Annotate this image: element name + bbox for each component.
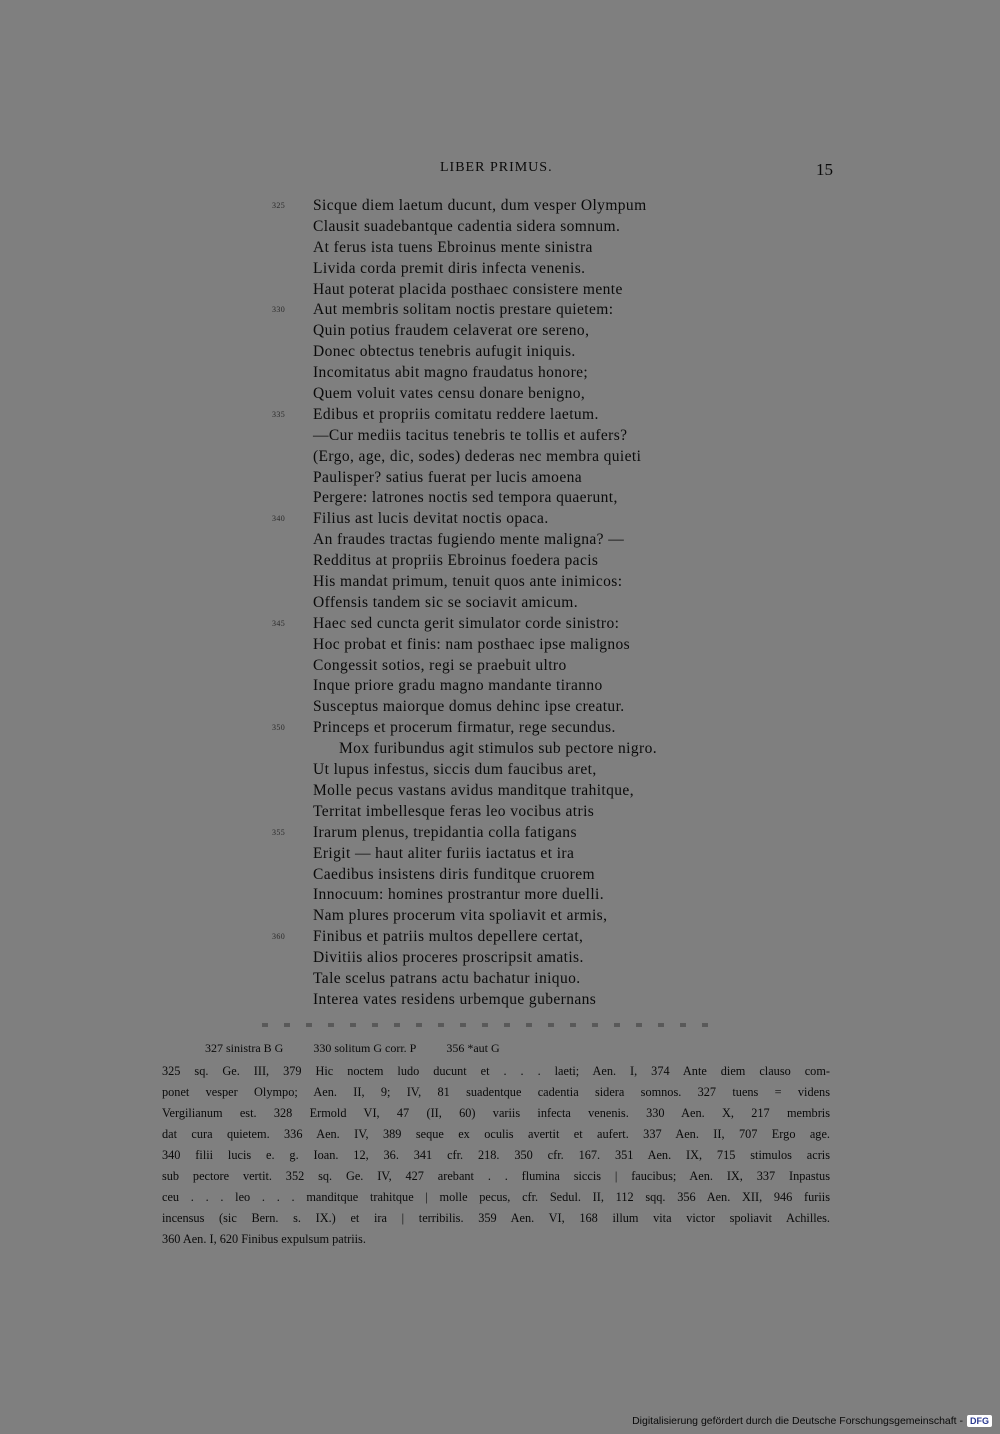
line-number: 330 (272, 305, 286, 315)
verse-text: Tale scelus patrans actu bachatur iniquo. (313, 969, 581, 987)
verse-text: Pergere: latrones noctis sed tempora quaerunt, (313, 489, 618, 507)
verse-line (0, 885, 1000, 906)
verse-text: Redditus at propriis Ebroinus foedera pacis (313, 552, 599, 570)
verse-text: Congessit sotios, regi se praebuit ultro (313, 656, 567, 674)
verse-text: Susceptus maiorque domus dehinc ipse creatur. (313, 698, 625, 716)
verse-line (0, 781, 1000, 802)
verse-text: Haec sed cuncta gerit simulator corde sinistro: (313, 614, 620, 632)
verse-line (0, 927, 1000, 948)
verse-line (0, 572, 1000, 593)
verse-text: Interea vates residens urbemque gubernans (313, 990, 597, 1008)
verse-text: An fraudes tractas fugiendo mente maligna? — (313, 531, 625, 549)
verse-line (0, 488, 1000, 509)
verse-line (0, 468, 1000, 489)
verse-line (0, 802, 1000, 823)
critical-apparatus (205, 1041, 530, 1056)
source-note-line: ponet vesper Olympo; Aen. II, 9; IV, 81 suadentque cadentia sidera somnos. 327 tuens = videns (162, 1085, 830, 1099)
source-note-line: 340 filii lucis e. g. Ioan. 12, 36. 341 cfr. 218. 350 cfr. 167. 351 Aen. IX, 715 stimulos acris (162, 1148, 830, 1162)
verse-line (0, 509, 1000, 530)
verse-line (0, 990, 1000, 1011)
apparatus-entry: 330 solitum G corr. P (313, 1041, 417, 1055)
verse-line (0, 656, 1000, 677)
apparatus-entry: 327 sinistra B G (205, 1041, 284, 1055)
source-note-line: 360 Aen. I, 620 Finibus expulsum patriis. (162, 1232, 366, 1246)
verse-text: Haut poterat placida posthaec consistere mente (313, 280, 623, 298)
verse-line (0, 969, 1000, 990)
verse-text: Livida corda premit diris infecta venenis. (313, 259, 586, 277)
verse-line (0, 948, 1000, 969)
verse-line (0, 196, 1000, 217)
running-head: LIBER PRIMUS. (440, 160, 553, 175)
verse-line (0, 530, 1000, 551)
source-note-line: 325 sq. Ge. III, 379 Hic noctem ludo ducunt et . . . laeti; Aen. I, 374 Ante diem clauso com- (162, 1064, 830, 1078)
source-note-line: incensus (sic Bern. s. IX.) et ira | terribilis. 359 Aen. VI, 168 illum vita victor spoliavit Achilles. (162, 1211, 830, 1225)
line-number: 345 (272, 618, 286, 628)
verse-text: Caedibus insistens diris funditque cruorem (313, 865, 595, 883)
verse-text: Aut membris solitam noctis prestare quietem: (313, 301, 614, 319)
verse-text: Quin potius fraudem celaverat ore sereno, (313, 322, 590, 340)
verse-line (0, 280, 1000, 301)
verse-line (0, 865, 1000, 886)
verse-text: —Cur mediis tacitus tenebris te tollis et aufers? (313, 426, 628, 444)
verse-text: Molle pecus vastans avidus manditque trahitque, (313, 781, 634, 799)
verse-line (0, 217, 1000, 238)
line-number: 360 (272, 932, 286, 942)
line-number: 355 (272, 827, 286, 837)
verse-text: Irarum plenus, trepidantia colla fatigans (313, 823, 577, 841)
verse-line (0, 614, 1000, 635)
source-note-line: sub pectore vertit. 352 sq. Ge. IV, 427 arebant . . flumina siccis | faucibus; Aen. IX, 337 Inpastus (162, 1169, 830, 1183)
verse-text: Territat imbellesque feras leo vocibus atris (313, 802, 595, 820)
verse-text: Hoc probat et finis: nam posthaec ipse malignos (313, 635, 631, 653)
verse-text: Inque priore gradu magno mandante tiranno (313, 677, 603, 695)
verse-text: Donec obtectus tenebris aufugit iniquis. (313, 343, 576, 361)
verse-text: His mandat primum, tenuit quos ante inimicos: (313, 573, 623, 591)
verse-line (0, 384, 1000, 405)
verse-line (0, 363, 1000, 384)
verse-line (0, 238, 1000, 259)
verse-block (0, 196, 1000, 1011)
verse-line (0, 447, 1000, 468)
verse-text: Innocuum: homines prostrantur more duelli. (313, 886, 605, 904)
verse-line (0, 551, 1000, 572)
verse-line (0, 760, 1000, 781)
verse-line (0, 676, 1000, 697)
verse-text: Filius ast lucis devitat noctis opaca. (313, 510, 549, 528)
verse-line (0, 300, 1000, 321)
apparatus-entry: 356 *aut G (446, 1041, 500, 1055)
dfg-logo: DFG (967, 1415, 992, 1427)
verse-text: Quem voluit vates censu donare benigno, (313, 385, 586, 403)
cut-off-line (262, 1023, 722, 1027)
verse-line (0, 405, 1000, 426)
funding-text: Digitalisierung gefördert durch die Deutsche Forschungsgemeinschaft - (632, 1415, 963, 1427)
verse-line (0, 906, 1000, 927)
funding-footer (632, 1415, 992, 1427)
verse-line (0, 342, 1000, 363)
verse-line (0, 739, 1000, 760)
page-number: 15 (816, 160, 833, 179)
verse-text: Nam plures procerum vita spoliavit et armis, (313, 907, 608, 925)
verse-line (0, 259, 1000, 280)
verse-text: Clausit suadebantque cadentia sidera somnum. (313, 217, 621, 235)
verse-text: Mox furibundus agit stimulos sub pectore nigro. (339, 740, 658, 758)
verse-text: Finibus et patriis multos depellere certat, (313, 928, 584, 946)
verse-text: Ut lupus infestus, siccis dum faucibus aret, (313, 761, 597, 779)
verse-line (0, 426, 1000, 447)
verse-text: Offensis tandem sic se sociavit amicum. (313, 593, 578, 611)
line-number: 350 (272, 723, 286, 733)
verse-line (0, 844, 1000, 865)
line-number: 325 (272, 201, 286, 210)
verse-text: Erigit — haut aliter furiis iactatus et ira (313, 844, 575, 862)
verse-text: Paulisper? satius fuerat per lucis amoena (313, 468, 583, 486)
source-notes (162, 1061, 830, 1250)
source-note-line: ceu . . . leo . . . manditque trahitque | molle pecus, cfr. Sedul. II, 112 sqq. 356 Aen. XII, 946 furiis (162, 1190, 830, 1204)
verse-text: At ferus ista tuens Ebroinus mente sinistra (313, 238, 593, 256)
source-note-line: dat cura quietem. 336 Aen. IV, 389 seque ex oculis avertit et aufert. 337 Aen. II, 707 Ergo age. (162, 1127, 830, 1141)
verse-line (0, 823, 1000, 844)
source-note-line: Vergilianum est. 328 Ermold VI, 47 (II, 60) variis infecta venenis. 330 Aen. X, 217 membris (162, 1106, 830, 1120)
verse-text: (Ergo, age, dic, sodes) dederas nec membra quieti (313, 447, 642, 465)
verse-line (0, 321, 1000, 342)
verse-text: Incomitatus abit magno fraudatus honore; (313, 364, 589, 382)
verse-line (0, 697, 1000, 718)
verse-text: Princeps et procerum firmatur, rege secundus. (313, 719, 616, 737)
line-number: 335 (272, 409, 286, 419)
verse-text: Edibus et propriis comitatu reddere laetum. (313, 405, 599, 423)
verse-text: Divitiis alios proceres proscripsit amatis. (313, 949, 584, 967)
verse-line (0, 635, 1000, 656)
verse-text: Sicque diem laetum ducunt, dum vesper Olympum (313, 197, 647, 214)
line-number: 340 (272, 514, 286, 524)
verse-line (0, 718, 1000, 739)
verse-line (0, 593, 1000, 614)
